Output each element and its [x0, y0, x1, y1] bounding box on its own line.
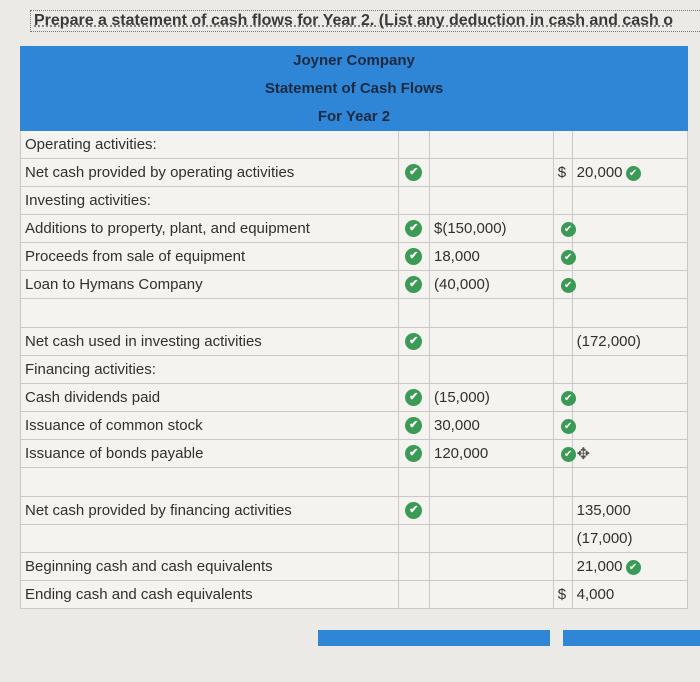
- begin-cash-label-cell[interactable]: Beginning cash and cash equivalents: [21, 553, 399, 581]
- instruction-text: Prepare a statement of cash flows for Year 2. (List any deduction in cash and cash o: [30, 10, 700, 32]
- inv-ppe-amount-cell[interactable]: [430, 215, 554, 243]
- inv-loan-total-cell[interactable]: [572, 271, 687, 299]
- check-circle-icon: ✔: [405, 417, 422, 434]
- op-net-total: 20,000: [576, 164, 623, 181]
- check-circle-icon: ✔: [405, 248, 422, 265]
- statement-title: Statement of Cash Flows: [21, 75, 688, 103]
- inv-loan-label-cell[interactable]: Loan to Hymans Company: [21, 271, 399, 299]
- check-circle-icon: ✔: [561, 391, 576, 406]
- end-cash-dollar: $: [553, 581, 572, 609]
- fin-net-amount-cell[interactable]: [430, 497, 554, 525]
- check-circle-icon: ✔: [405, 502, 422, 519]
- fin-bonds-label-cell[interactable]: Issuance of bonds payable: [21, 440, 399, 468]
- check-circle-icon: ✔: [405, 220, 422, 237]
- begin-cash-total-cell[interactable]: [572, 553, 687, 581]
- net-change-amount-cell[interactable]: [430, 525, 554, 553]
- op-net-label-cell[interactable]: Net cash provided by operating activities: [21, 159, 399, 187]
- begin-cash-total: 21,000: [576, 558, 623, 575]
- investing-heading: Investing activities:: [21, 187, 399, 215]
- company-name: Joyner Company: [21, 47, 688, 75]
- blank-label-cell[interactable]: [21, 468, 399, 497]
- end-cash-total-cell[interactable]: 4,000: [572, 581, 687, 609]
- fin-stock-total-cell[interactable]: [572, 412, 687, 440]
- check-circle-icon: ✔: [405, 164, 422, 181]
- blank-label-cell[interactable]: [21, 299, 399, 328]
- move-cursor-icon: ✥: [576, 445, 591, 463]
- op-net-dollar: $: [553, 159, 572, 187]
- statement-period: For Year 2: [21, 103, 688, 131]
- action-button[interactable]: [563, 630, 700, 646]
- blank-amount-cell[interactable]: [430, 299, 554, 328]
- check-circle-icon: ✔: [405, 389, 422, 406]
- check-circle-icon: ✔: [626, 560, 641, 575]
- inv-sale-label-cell[interactable]: Proceeds from sale of equipment: [21, 243, 399, 271]
- fin-div-amount-cell[interactable]: (15,000): [430, 384, 554, 412]
- check-circle-icon: ✔: [561, 250, 576, 265]
- inv-net-label-cell[interactable]: Net cash used in investing activities: [21, 328, 399, 356]
- fin-stock-amount-cell[interactable]: 30,000: [430, 412, 554, 440]
- fin-div-label-cell[interactable]: Cash dividends paid: [21, 384, 399, 412]
- fin-net-total-cell[interactable]: 135,000: [572, 497, 687, 525]
- inv-net-total-cell[interactable]: (172,000): [572, 328, 687, 356]
- fin-stock-label-cell[interactable]: Issuance of common stock: [21, 412, 399, 440]
- net-change-label-cell[interactable]: [21, 525, 399, 553]
- check-circle-icon: ✔: [561, 447, 576, 462]
- end-cash-amount-cell[interactable]: [430, 581, 554, 609]
- inv-ppe-total-cell[interactable]: [572, 215, 687, 243]
- check-circle-icon: ✔: [561, 419, 576, 434]
- inv-loan-amount-cell[interactable]: (40,000): [430, 271, 554, 299]
- inv-sale-total-cell[interactable]: [572, 243, 687, 271]
- blank-total-cell[interactable]: [572, 468, 687, 497]
- cash-flow-statement-table: [20, 46, 688, 609]
- check-circle-icon: ✔: [561, 278, 576, 293]
- op-net-amount-cell[interactable]: [430, 159, 554, 187]
- check-circle-icon: ✔: [561, 222, 576, 237]
- op-net-total-cell[interactable]: [572, 159, 687, 187]
- inv-net-amount-cell[interactable]: [430, 328, 554, 356]
- inv-sale-amount-cell[interactable]: 18,000: [430, 243, 554, 271]
- inv-ppe-amount: (150,000): [442, 220, 507, 237]
- fin-div-total-cell[interactable]: [572, 384, 687, 412]
- end-cash-label-cell[interactable]: Ending cash and cash equivalents: [21, 581, 399, 609]
- action-button[interactable]: [318, 630, 550, 646]
- check-circle-icon: ✔: [405, 276, 422, 293]
- fin-net-label-cell[interactable]: Net cash provided by financing activities: [21, 497, 399, 525]
- check-circle-icon: ✔: [405, 445, 422, 462]
- financing-heading: Financing activities:: [21, 356, 399, 384]
- blank-total-cell[interactable]: [572, 299, 687, 328]
- inv-ppe-dollar: $: [434, 220, 443, 237]
- operating-heading: Operating activities:: [21, 131, 399, 159]
- check-circle-icon: ✔: [405, 333, 422, 350]
- fin-bonds-total-cell[interactable]: [572, 440, 687, 468]
- fin-bonds-amount-cell[interactable]: 120,000: [430, 440, 554, 468]
- begin-cash-amount-cell[interactable]: [430, 553, 554, 581]
- net-change-total-cell[interactable]: (17,000): [572, 525, 687, 553]
- blank-amount-cell[interactable]: [430, 468, 554, 497]
- check-circle-icon: ✔: [626, 166, 641, 181]
- inv-ppe-label-cell[interactable]: Additions to property, plant, and equipment: [21, 215, 399, 243]
